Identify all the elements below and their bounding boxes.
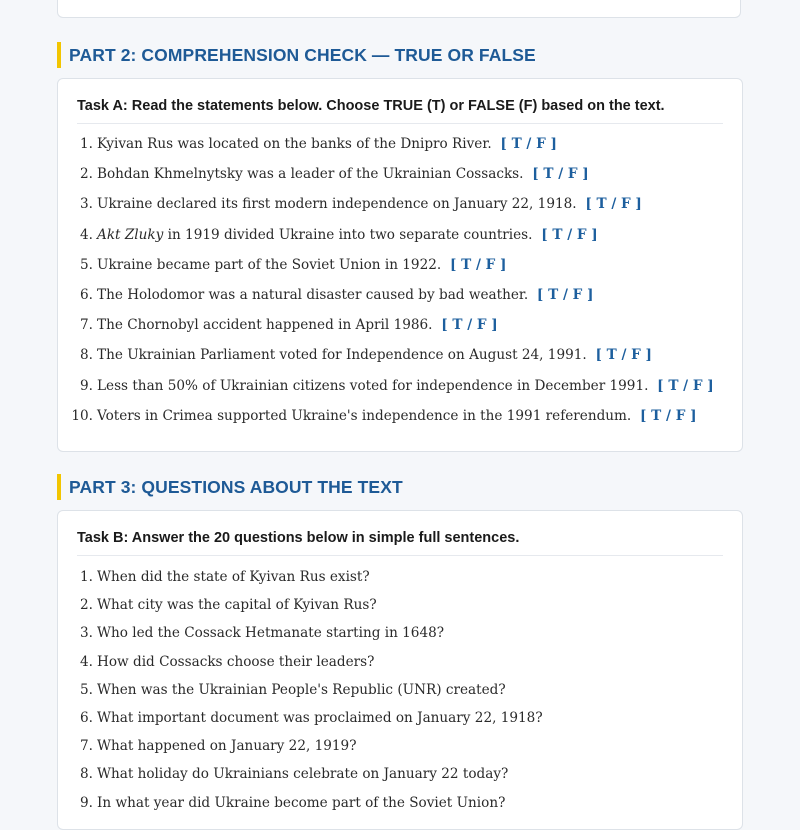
tf-answer-marker[interactable]: [ T / F ] <box>590 347 652 364</box>
item-number: 7. <box>80 738 93 755</box>
part3-heading: PART 3: QUESTIONS ABOUT THE TEXT <box>57 474 403 500</box>
tf-answer-marker[interactable]: [ T / F ] <box>527 166 589 183</box>
tf-item <box>58 193 742 215</box>
tf-answer-marker[interactable]: [ T / F ] <box>580 196 642 213</box>
item-number: 2. <box>80 166 93 183</box>
statement-text: The Ukrainian Parliament voted for Independence on August 24, 1991. <box>97 347 587 364</box>
question-text: What happened on January 22, 1919? <box>97 738 357 755</box>
part3-card <box>57 510 743 830</box>
item-number: 1. <box>80 569 93 585</box>
item-number: 3. <box>80 625 93 642</box>
item-number: 3. <box>80 196 93 213</box>
tf-item <box>58 254 742 276</box>
tf-item <box>58 224 742 246</box>
question-text: Who led the Cossack Hetmanate starting in 1648? <box>97 625 445 642</box>
statement-text: in 1919 divided Ukraine into two separate countries. <box>163 226 533 243</box>
tf-answer-marker[interactable]: [ T / F ] <box>495 136 557 152</box>
item-number: 4. <box>80 226 93 243</box>
question-item <box>58 763 742 785</box>
statement-text: Voters in Crimea supported Ukraine's independence in the 1991 referendum. <box>97 407 632 424</box>
question-text: What holiday do Ukrainians celebrate on January 22 today? <box>97 766 509 783</box>
statement-text: Kyivan Rus was located on the banks of the Dnipro River. <box>97 136 492 152</box>
tf-answer-marker[interactable]: [ T / F ] <box>445 256 507 273</box>
question-item <box>58 679 742 701</box>
item-number: 2. <box>80 597 93 614</box>
item-number: 9. <box>80 377 93 394</box>
item-number: 10. <box>71 407 93 424</box>
part2-heading: PART 2: COMPREHENSION CHECK — TRUE OR FALSE <box>57 42 536 68</box>
item-number: 7. <box>80 317 93 334</box>
question-text: When did the state of Kyivan Rus exist? <box>97 569 370 585</box>
statement-text: The Chornobyl accident happened in April 1986. <box>97 317 433 334</box>
question-item <box>58 792 742 814</box>
item-number: 6. <box>80 287 93 303</box>
question-text: When was the Ukrainian People's Republic (UNR) created? <box>97 681 506 698</box>
previous-section-card <box>57 0 741 18</box>
item-number: 6. <box>80 710 93 726</box>
question-text: How did Cossacks choose their leaders? <box>97 653 375 670</box>
question-item <box>58 735 742 757</box>
tf-answer-marker[interactable]: [ T / F ] <box>436 317 498 334</box>
tf-answer-marker[interactable]: [ T / F ] <box>635 407 697 424</box>
statement-text: Ukraine became part of the Soviet Union in 1922. <box>97 256 442 273</box>
tf-item <box>58 163 742 185</box>
item-number: 8. <box>80 347 93 364</box>
item-number: 9. <box>80 794 93 811</box>
item-number: 4. <box>80 653 93 670</box>
statement-text: Less than 50% of Ukrainian citizens voted for independence in December 1991. <box>97 377 649 394</box>
item-number: 8. <box>80 766 93 783</box>
tf-item <box>58 344 742 366</box>
statement-text: The Holodomor was a natural disaster caused by bad weather. <box>97 287 529 303</box>
question-item <box>58 622 742 644</box>
statement-text: Bohdan Khmelnytsky was a leader of the Ukrainian Cossacks. <box>97 166 524 183</box>
tf-answer-marker[interactable]: [ T / F ] <box>536 226 598 243</box>
part2-card <box>57 78 743 452</box>
part3-task-title: Task B: Answer the 20 questions below in simple full sentences. <box>77 529 723 556</box>
part2-task-title: Task A: Read the statements below. Choose TRUE (T) or FALSE (F) based on the text. <box>77 97 723 124</box>
question-text: In what year did Ukraine become part of the Soviet Union? <box>97 794 506 811</box>
question-item <box>58 594 742 616</box>
tf-item <box>58 405 742 427</box>
statement-italic-term: Akt Zluky <box>97 226 164 243</box>
item-number: 1. <box>80 136 93 152</box>
item-number: 5. <box>80 681 93 698</box>
tf-answer-marker[interactable]: [ T / F ] <box>652 377 714 394</box>
tf-item <box>58 314 742 336</box>
statement-text: Ukraine declared its first modern independence on January 22, 1918. <box>97 196 577 213</box>
question-item <box>58 707 742 729</box>
question-text: What important document was proclaimed on January 22, 1918? <box>97 710 543 726</box>
tf-item <box>58 284 742 306</box>
item-number: 5. <box>80 256 93 273</box>
question-item <box>58 566 742 588</box>
question-text: What city was the capital of Kyivan Rus? <box>97 597 377 614</box>
tf-item <box>58 375 742 397</box>
tf-answer-marker[interactable]: [ T / F ] <box>532 287 594 303</box>
question-item <box>58 651 742 673</box>
tf-item <box>58 133 742 155</box>
